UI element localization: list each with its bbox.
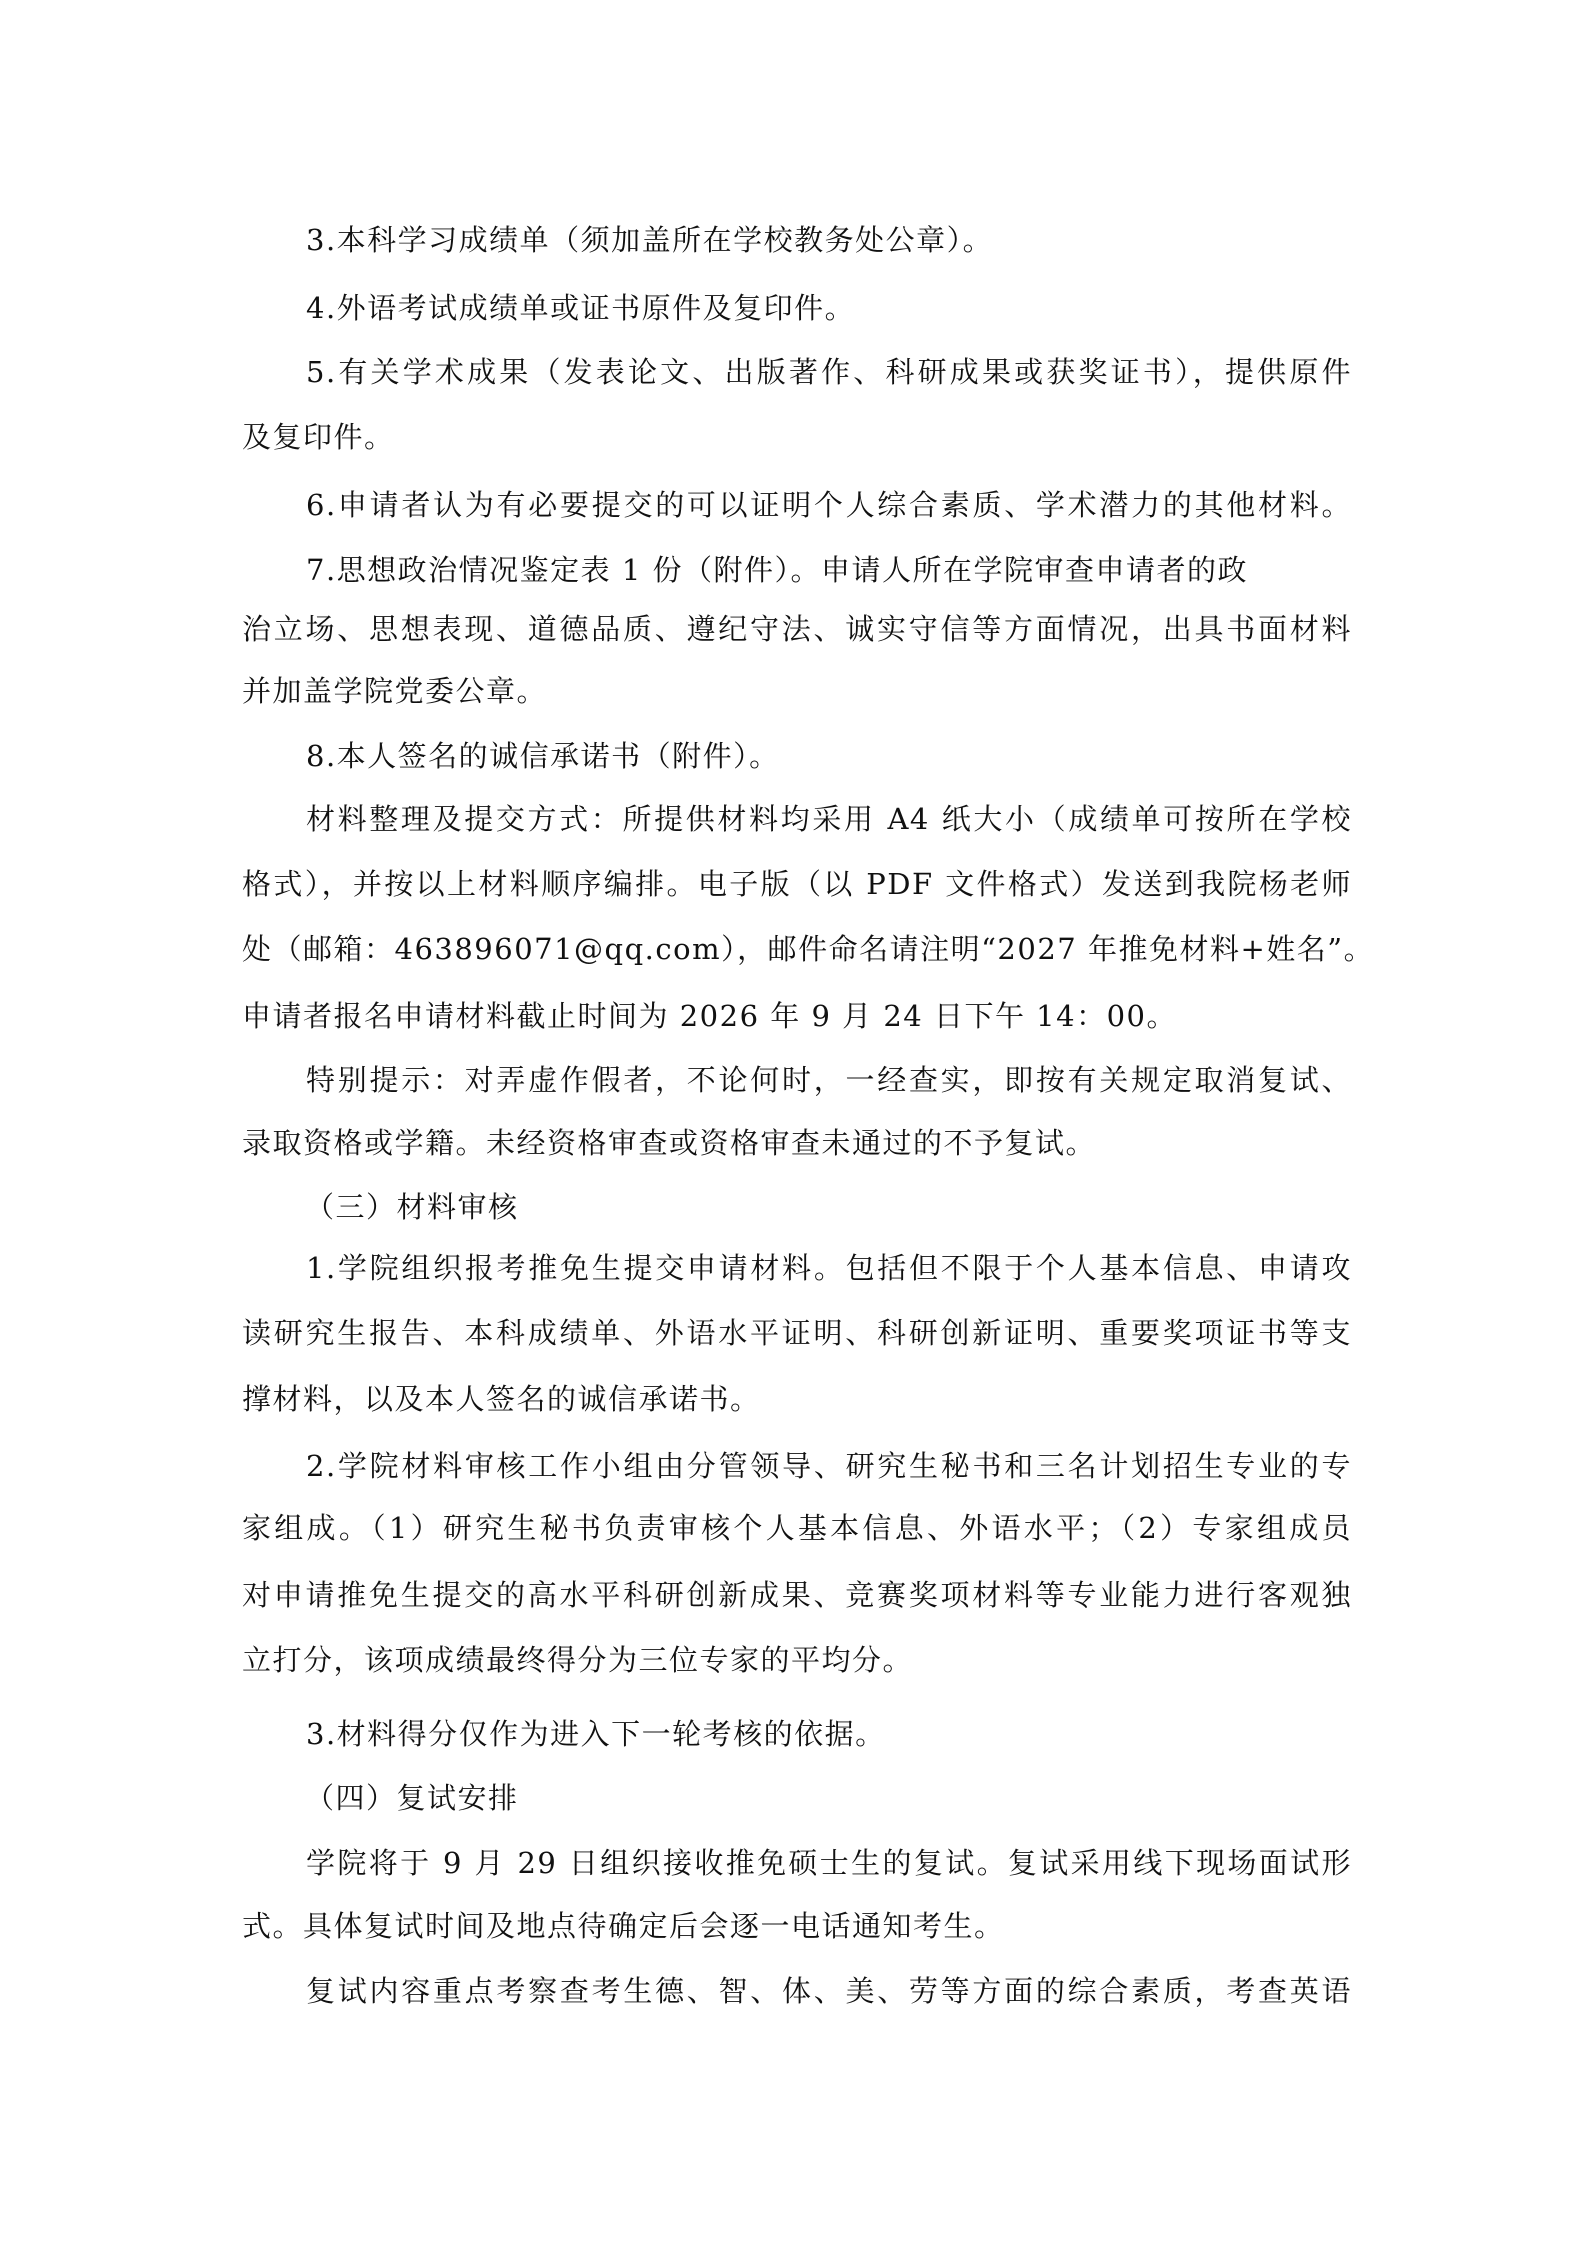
paragraph-line: 学院将于 9 月 29 日组织接收推免硕士生的复试。复试采用线下现场面试形 [306, 1846, 1352, 1880]
paragraph-line: 3.本科学习成绩单（须加盖所在学校教务处公章）。 [306, 223, 994, 257]
paragraph-line: 复试内容重点考察查考生德、智、体、美、劳等方面的综合素质，考查英语 [306, 1974, 1352, 2008]
paragraph-line: 格式），并按以上材料顺序编排。电子版（以 PDF 文件格式）发送到我院杨老师 [242, 867, 1352, 901]
paragraph-line: 3.材料得分仅作为进入下一轮考核的依据。 [306, 1717, 886, 1751]
paragraph-line: 2.学院材料审核工作小组由分管领导、研究生秘书和三名计划招生专业的专 [306, 1449, 1352, 1483]
paragraph-line: 治立场、思想表现、道德品质、遵纪守法、诚实守信等方面情况，出具书面材料 [242, 612, 1352, 646]
section-heading: （三）材料审核 [305, 1190, 519, 1224]
paragraph-line: 材料整理及提交方式：所提供材料均采用 A4 纸大小（成绩单可按所在学校 [306, 802, 1352, 836]
paragraph-line: 6.申请者认为有必要提交的可以证明个人综合素质、学术潜力的其他材料。 [306, 488, 1352, 522]
paragraph-line: 录取资格或学籍。未经资格审查或资格审查未通过的不予复试。 [242, 1126, 1097, 1160]
paragraph-line: 家组成。（1）研究生秘书负责审核个人基本信息、外语水平；（2）专家组成员 [242, 1511, 1352, 1545]
paragraph-line: 申请者报名申请材料截止时间为 2026 年 9 月 24 日下午 14：00。 [242, 999, 1177, 1033]
paragraph-line: 撑材料，以及本人签名的诚信承诺书。 [242, 1382, 761, 1416]
paragraph-line: 并加盖学院党委公章。 [242, 674, 548, 708]
paragraph-line: 及复印件。 [242, 420, 395, 454]
paragraph-line: 4.外语考试成绩单或证书原件及复印件。 [306, 291, 856, 325]
paragraph-line: 立打分，该项成绩最终得分为三位专家的平均分。 [242, 1643, 914, 1677]
section-heading: （四）复试安排 [305, 1781, 519, 1815]
paragraph-line: 7.思想政治情况鉴定表 1 份（附件）。申请人所在学院审查申请者的政 [306, 553, 1249, 587]
paragraph-line: 5.有关学术成果（发表论文、出版著作、科研成果或获奖证书），提供原件 [306, 355, 1352, 389]
paragraph-line: 对申请推免生提交的高水平科研创新成果、竞赛奖项材料等专业能力进行客观独 [242, 1578, 1352, 1612]
paragraph-line: 8.本人签名的诚信承诺书（附件）。 [306, 739, 780, 773]
paragraph-line: 读研究生报告、本科成绩单、外语水平证明、科研创新证明、重要奖项证书等支 [242, 1316, 1352, 1350]
paragraph-line: 1.学院组织报考推免生提交申请材料。包括但不限于个人基本信息、申请攻 [306, 1251, 1352, 1285]
paragraph-line: 处（邮箱：463896071@qq.com），邮件命名请注明“2027 年推免材料+姓名”。 [242, 932, 1375, 966]
paragraph-line: 特别提示：对弄虚作假者，不论何时，一经查实，即按有关规定取消复试、 [306, 1063, 1352, 1097]
paragraph-line: 式。具体复试时间及地点待确定后会逐一电话通知考生。 [242, 1909, 1005, 1943]
